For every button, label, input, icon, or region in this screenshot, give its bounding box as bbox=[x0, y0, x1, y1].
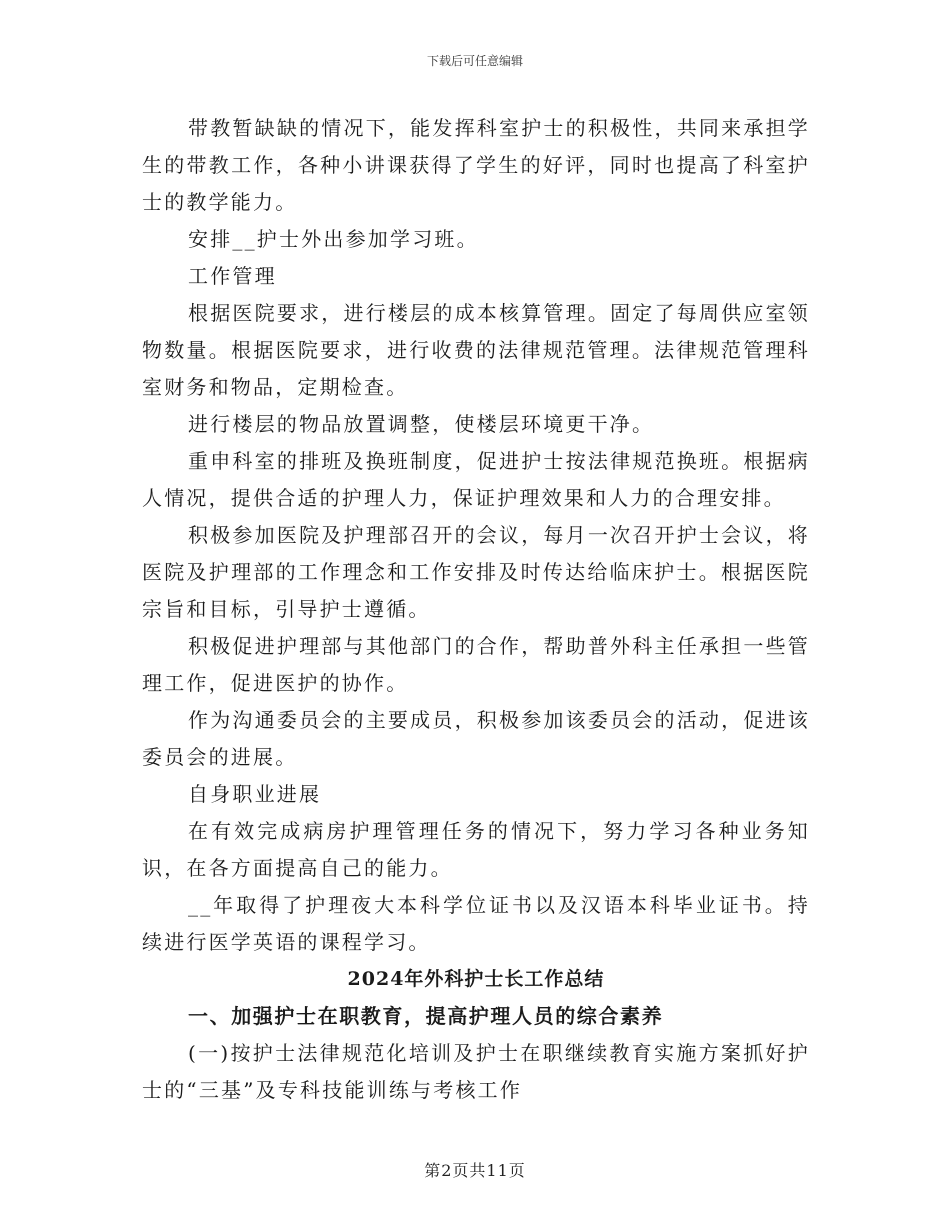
paragraph: 带教暂缺缺的情况下，能发挥科室护士的积极性，共同来承担学生的带教工作，各种小讲课获得了学生的好评，同时也提高了科室护士的教学能力。 bbox=[142, 116, 810, 214]
subheading-career-development: 自身职业进展 bbox=[188, 782, 322, 806]
paragraph: 进行楼层的物品放置调整，使楼层环境更干净。 bbox=[188, 412, 655, 436]
paragraph: 作为沟通委员会的主要成员，积极参加该委员会的活动，促进该委员会的进展。 bbox=[142, 708, 810, 769]
paragraph: 重申科室的排班及换班制度，促进护士按法律规范换班。根据病人情况，提供合适的护理人力，保证护理效果和人力的合理安排。 bbox=[142, 449, 810, 510]
paragraph: 积极参加医院及护理部召开的会议，每月一次召开护士会议，将医院及护理部的工作理念和工作安排及时传达给临床护士。根据医院宗旨和目标，引导护士遵循。 bbox=[142, 523, 810, 621]
paragraph: 积极促进护理部与其他部门的合作，帮助普外科主任承担一些管理工作，促进医护的协作。 bbox=[142, 634, 810, 695]
paragraph: 根据医院要求，进行楼层的成本核算管理。固定了每周供应室领物数量。根据医院要求，进行收费的法律规范管理。法律规范管理科室财务和物品，定期检查。 bbox=[142, 301, 810, 399]
page-header: 下载后可任意编辑 bbox=[426, 54, 523, 68]
document-body bbox=[142, 110, 810, 1109]
paragraph: (一)按护士法律规范化培训及护士在职继续教育实施方案抓好护士的“三基”及专科技能训练与考核工作 bbox=[142, 1041, 810, 1102]
document-title: 2024年外科护士长工作总结 bbox=[347, 968, 605, 990]
subheading-work-management: 工作管理 bbox=[188, 264, 277, 288]
paragraph: 安排__护士外出参加学习班。 bbox=[188, 227, 479, 251]
section-heading: 一、加强护士在职教育，提高护理人员的综合素养 bbox=[188, 1004, 664, 1028]
paragraph: 在有效完成病房护理管理任务的情况下，努力学习各种业务知识，在各方面提高自己的能力。 bbox=[142, 819, 810, 880]
paragraph: __年取得了护理夜大本科学位证书以及汉语本科毕业证书。持续进行医学英语的课程学习。 bbox=[142, 893, 810, 954]
page-number: 第2页共11页 bbox=[424, 1161, 526, 1180]
